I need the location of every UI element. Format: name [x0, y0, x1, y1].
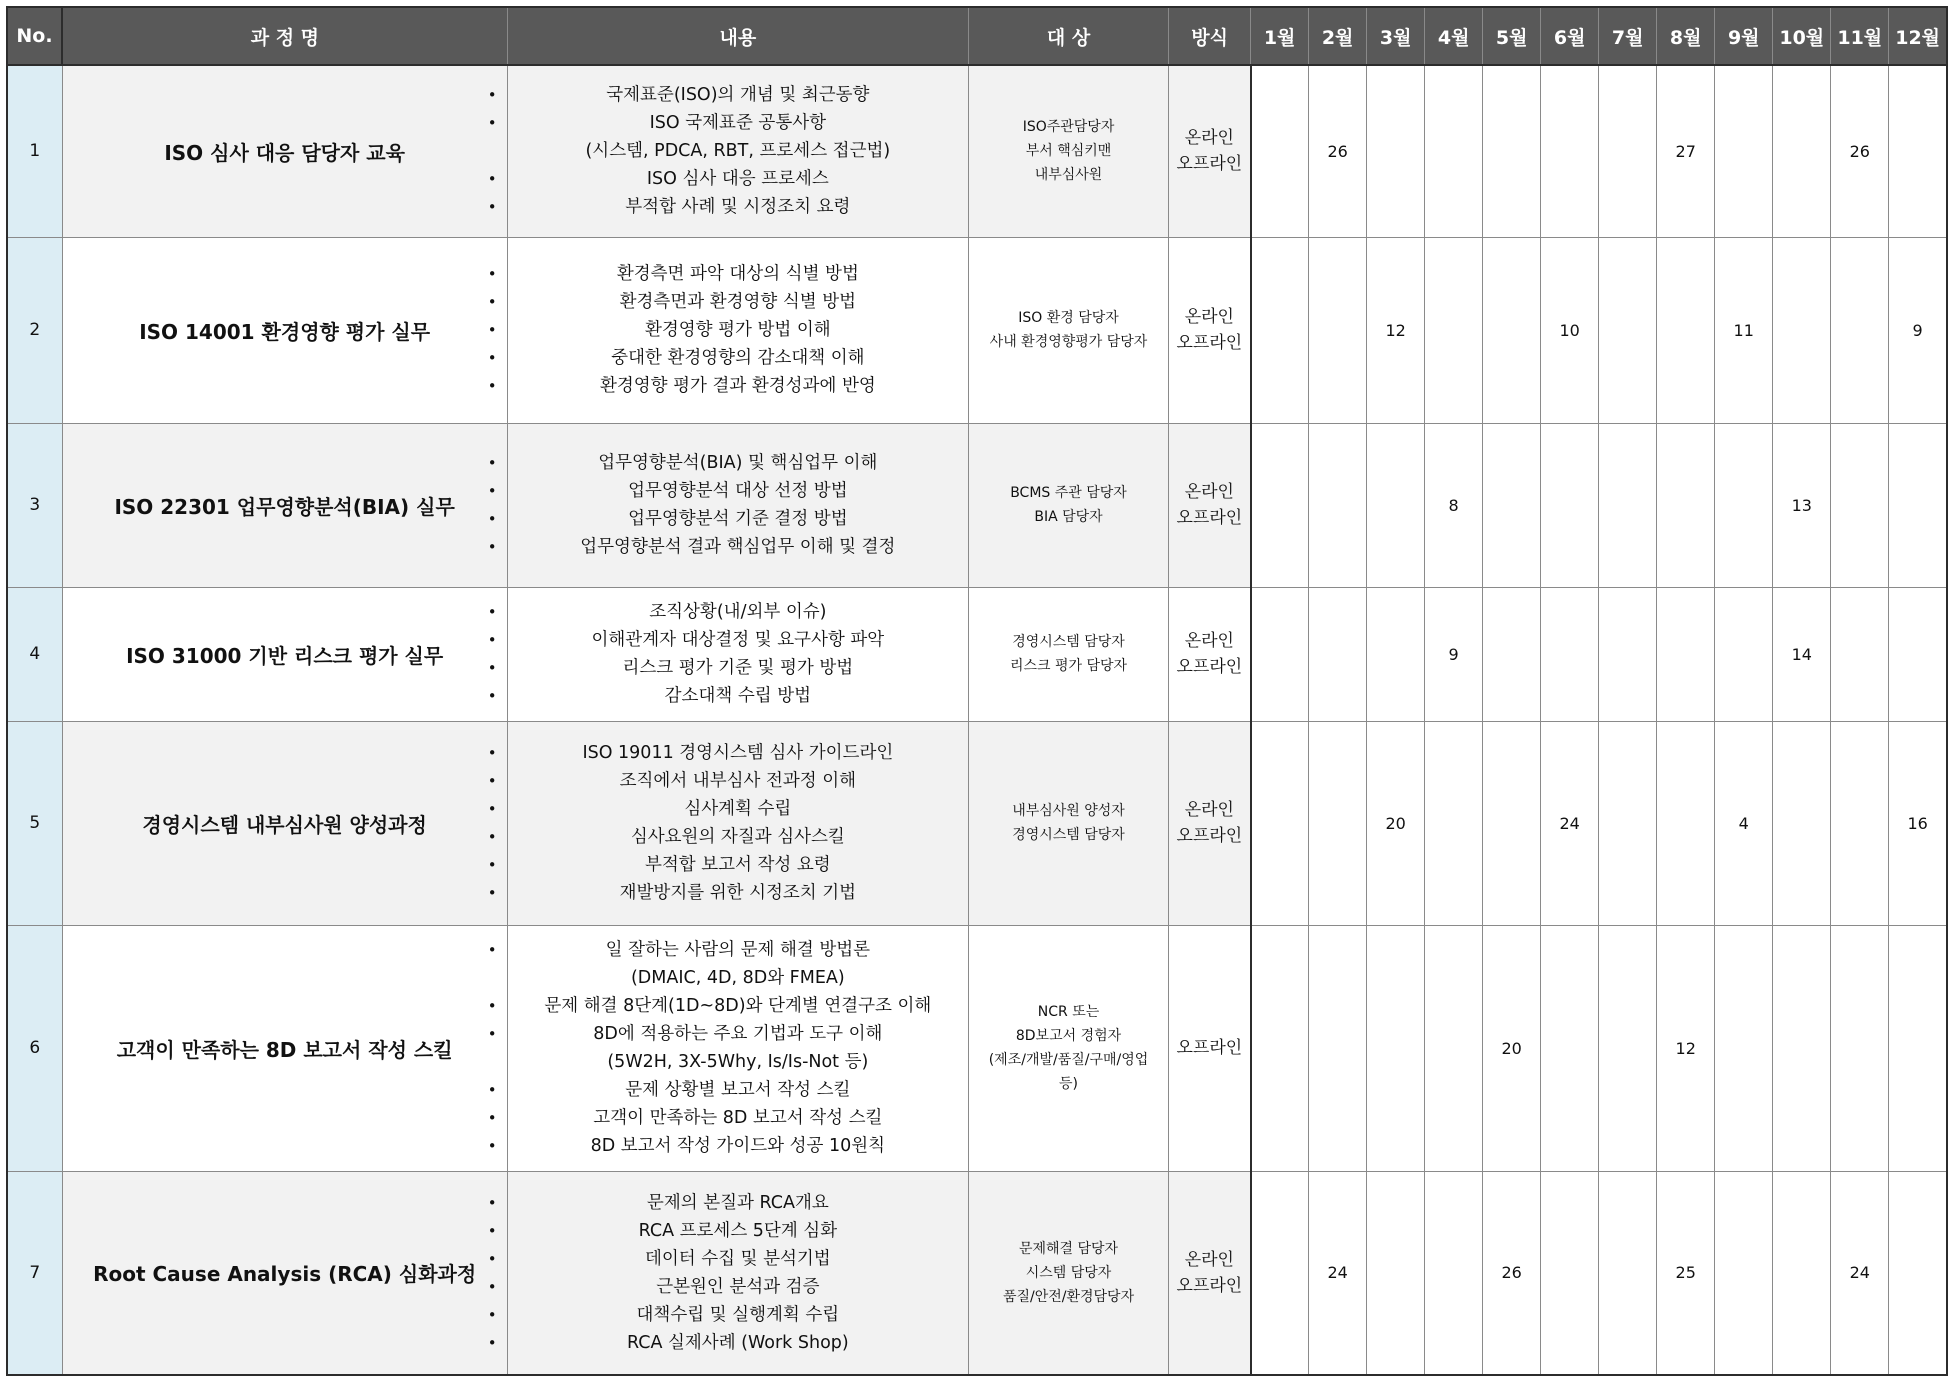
list-item: • 감소대책 수립 방법 [487, 686, 812, 706]
content-text: RCA 실제사례 (Work Shop) [626, 1332, 849, 1353]
content-text: 업무영향분석 대상 선정 방법 [628, 481, 848, 501]
header-month: 11월 [1831, 7, 1889, 65]
list-item: • 데이터 수집 및 분석기법 [487, 1248, 831, 1269]
table-row [7, 65, 1947, 237]
content-list [487, 81, 968, 221]
row-number: 5 [7, 721, 62, 925]
month-cell: 10 [1541, 237, 1599, 423]
list-item: • 국제표준(ISO)의 개념 및 최근동향 [487, 85, 870, 106]
course-method [1169, 423, 1251, 587]
content-text: 8D에 적용하는 주요 기법과 도구 이해 [593, 1024, 883, 1044]
course-target [968, 1171, 1168, 1375]
month-cell: 16 [1889, 721, 1947, 925]
month-cell [1251, 423, 1309, 587]
content-text: 조직상황(내/외부 이슈) [649, 602, 827, 622]
content-text: 감소대책 수립 방법 [664, 686, 812, 706]
method-line: 오프라인 [1176, 1038, 1243, 1058]
month-cell: 27 [1657, 65, 1715, 237]
month-cell [1251, 65, 1309, 237]
month-cell [1715, 65, 1773, 237]
list-item: • 업무영향분석(BIA) 및 핵심업무 이해 [487, 453, 878, 473]
month-cell [1831, 925, 1889, 1171]
course-title: ISO 심사 대응 담당자 교육 [62, 65, 507, 237]
method-line: 오프라인 [1176, 333, 1243, 353]
list-item [508, 137, 968, 165]
target-line: 내부심사원 양성자 [1012, 803, 1125, 819]
list-item: • 업무영향분석 기준 결정 방법 [487, 509, 848, 529]
content-text: (시스템, PDCA, RBT, 프로세스 접근법) [585, 141, 891, 162]
list-item: • 환경영향 평가 결과 환경성과에 반영 [487, 376, 876, 396]
table-row [7, 925, 1947, 1171]
month-cell [1599, 65, 1657, 237]
content-text: 일 잘하는 사람의 문제 해결 방법론 [605, 940, 871, 960]
list-item: • 8D 보고서 작성 가이드와 성공 10원칙 [487, 1136, 886, 1156]
month-cell [1541, 65, 1599, 237]
list-item: • RCA 실제사례 (Work Shop) [487, 1332, 849, 1353]
month-cell: 25 [1657, 1171, 1715, 1375]
header-month: 8월 [1657, 7, 1715, 65]
month-cell [1367, 65, 1425, 237]
list-item: • 심사요원의 자질과 심사스킬 [487, 827, 845, 847]
content-text: 리스크 평가 기준 및 평가 방법 [622, 658, 854, 678]
month-cell [1831, 721, 1889, 925]
list-item: • 조직상황(내/외부 이슈) [487, 602, 827, 622]
table-body [7, 65, 1947, 1375]
row-number: 7 [7, 1171, 62, 1375]
list-item: • 일 잘하는 사람의 문제 해결 방법론 [487, 940, 871, 960]
course-target [968, 423, 1168, 587]
month-cell: 24 [1309, 1171, 1367, 1375]
month-cell: 11 [1715, 237, 1773, 423]
month-cell: 9 [1889, 237, 1947, 423]
method-line: 온라인 [1184, 307, 1234, 327]
month-cell [1367, 925, 1425, 1171]
month-cell: 26 [1483, 1171, 1541, 1375]
month-cell [1715, 1171, 1773, 1375]
header-month: 12월 [1889, 7, 1947, 65]
month-cell [1483, 721, 1541, 925]
month-cell [1541, 587, 1599, 721]
month-cell: 12 [1657, 925, 1715, 1171]
list-item: • 조직에서 내부심사 전과정 이해 [487, 771, 857, 791]
method-line: 온라인 [1184, 482, 1234, 502]
row-number: 6 [7, 925, 62, 1171]
content-text: 문제 해결 8단계(1D~8D)와 단계별 연결구조 이해 [544, 996, 932, 1016]
content-list [487, 260, 968, 400]
month-cell [1541, 1171, 1599, 1375]
header-month: 4월 [1425, 7, 1483, 65]
month-cell: 24 [1541, 721, 1599, 925]
list-item: • 중대한 환경영향의 감소대책 이해 [487, 348, 865, 368]
table-row [7, 1171, 1947, 1375]
course-target [968, 237, 1168, 423]
list-item: • 대책수립 및 실행계획 수립 [487, 1304, 840, 1325]
month-cell [1309, 721, 1367, 925]
course-title: 고객이 만족하는 8D 보고서 작성 스킬 [62, 925, 507, 1171]
header-course-title: 과 정 명 [62, 7, 507, 65]
month-cell [1831, 423, 1889, 587]
method-line: 온라인 [1184, 128, 1234, 149]
month-cell: 13 [1773, 423, 1831, 587]
month-cell [1251, 1171, 1309, 1375]
list-item: • 이해관계자 대상결정 및 요구사항 파악 [487, 630, 885, 650]
method-line: 오프라인 [1176, 154, 1243, 175]
list-item: • 문제의 본질과 RCA개요 [487, 1192, 829, 1213]
content-text: 국제표준(ISO)의 개념 및 최근동향 [606, 85, 870, 106]
list-item [508, 964, 968, 992]
month-cell [1657, 721, 1715, 925]
month-cell [1599, 925, 1657, 1171]
list-item: • ISO 국제표준 공통사항 [487, 113, 827, 134]
header-content: 내용 [507, 7, 968, 65]
content-text: 심사계획 수립 [684, 799, 792, 819]
month-cell: 9 [1425, 587, 1483, 721]
content-text: 부적합 사례 및 시정조치 요령 [625, 197, 851, 218]
list-item: • 부적합 보고서 작성 요령 [487, 855, 831, 875]
content-text: 대책수립 및 실행계획 수립 [636, 1304, 840, 1325]
month-cell: 20 [1367, 721, 1425, 925]
content-text: ISO 국제표준 공통사항 [649, 113, 827, 134]
month-cell [1541, 925, 1599, 1171]
content-text: ISO 19011 경영시스템 심사 가이드라인 [582, 743, 894, 763]
month-cell: 26 [1309, 65, 1367, 237]
header-method: 방식 [1169, 7, 1251, 65]
course-schedule-table [6, 6, 1948, 1376]
month-cell [1889, 423, 1947, 587]
month-cell [1599, 1171, 1657, 1375]
target-line: 품질/안전/환경담당자 [1002, 1288, 1135, 1305]
method-line: 오프라인 [1176, 826, 1243, 846]
method-line: 온라인 [1184, 800, 1234, 820]
content-text: 데이터 수집 및 분석기법 [644, 1248, 831, 1269]
list-item: • 문제 해결 8단계(1D~8D)와 단계별 연결구조 이해 [487, 996, 932, 1016]
content-text: 업무영향분석 기준 결정 방법 [628, 509, 848, 529]
month-cell: 12 [1367, 237, 1425, 423]
month-cell [1483, 65, 1541, 237]
course-title: ISO 31000 기반 리스크 평가 실무 [62, 587, 507, 721]
course-title: 경영시스템 내부심사원 양성과정 [62, 721, 507, 925]
month-cell [1425, 65, 1483, 237]
table-row [7, 721, 1947, 925]
header-month: 1월 [1251, 7, 1309, 65]
method-line: 온라인 [1184, 1249, 1234, 1270]
course-method [1169, 721, 1251, 925]
course-method [1169, 587, 1251, 721]
content-text: 재발방지를 위한 시정조치 기법 [619, 883, 857, 903]
month-cell: 8 [1425, 423, 1483, 587]
month-cell [1483, 237, 1541, 423]
month-cell [1599, 721, 1657, 925]
list-item: • 심사계획 수립 [487, 799, 792, 819]
month-cell [1425, 925, 1483, 1171]
header-no: No. [7, 7, 62, 65]
row-number: 2 [7, 237, 62, 423]
content-list [487, 1189, 968, 1357]
header-month: 7월 [1599, 7, 1657, 65]
month-cell [1657, 587, 1715, 721]
course-content [487, 925, 968, 1171]
month-cell [1483, 587, 1541, 721]
month-cell [1715, 587, 1773, 721]
content-text: 고객이 만족하는 8D 보고서 작성 스킬 [593, 1108, 883, 1128]
header-month: 2월 [1309, 7, 1367, 65]
month-cell [1715, 423, 1773, 587]
list-item: • 고객이 만족하는 8D 보고서 작성 스킬 [487, 1108, 883, 1128]
course-target [968, 65, 1168, 237]
month-cell [1657, 423, 1715, 587]
month-cell [1831, 237, 1889, 423]
course-content [487, 721, 968, 925]
header-month: 5월 [1483, 7, 1541, 65]
target-line: 부서 핵심키맨 [1025, 143, 1112, 160]
month-cell [1367, 587, 1425, 721]
month-cell [1773, 237, 1831, 423]
content-text: 8D 보고서 작성 가이드와 성공 10원칙 [590, 1136, 886, 1156]
content-text: 환경측면과 환경영향 식별 방법 [619, 292, 857, 312]
content-text: ISO 심사 대응 프로세스 [646, 169, 829, 190]
list-item: • 환경영향 평가 방법 이해 [487, 320, 831, 340]
list-item: • 업무영향분석 결과 핵심업무 이해 및 결정 [487, 537, 896, 557]
month-cell [1657, 237, 1715, 423]
content-text: 환경영향 평가 방법 이해 [644, 320, 831, 340]
target-line: 리스크 평가 담당자 [1009, 658, 1128, 674]
course-title: Root Cause Analysis (RCA) 심화과정 [62, 1171, 507, 1375]
list-item [508, 1048, 968, 1076]
course-content [487, 237, 968, 423]
course-method [1169, 925, 1251, 1171]
header-month: 6월 [1541, 7, 1599, 65]
course-content [487, 65, 968, 237]
content-text: 근본원인 분석과 검증 [656, 1276, 820, 1297]
target-line: 문제해결 담당자 [1018, 1240, 1119, 1257]
course-method [1169, 65, 1251, 237]
list-item: • ISO 심사 대응 프로세스 [487, 169, 829, 190]
target-line: 경영시스템 담당자 [1012, 827, 1125, 843]
target-line: BIA 담당자 [1034, 509, 1103, 525]
list-item: • RCA 프로세스 5단계 심화 [487, 1220, 838, 1241]
month-cell [1251, 587, 1309, 721]
target-line: 시스템 담당자 [1025, 1264, 1112, 1281]
month-cell [1425, 721, 1483, 925]
row-number: 3 [7, 423, 62, 587]
list-item: • 8D에 적용하는 주요 기법과 도구 이해 [487, 1024, 883, 1044]
month-cell [1773, 721, 1831, 925]
month-cell: 4 [1715, 721, 1773, 925]
course-method [1169, 237, 1251, 423]
table-row [7, 237, 1947, 423]
month-cell [1889, 1171, 1947, 1375]
target-line: 경영시스템 담당자 [1012, 634, 1125, 650]
month-cell [1889, 925, 1947, 1171]
month-cell [1251, 237, 1309, 423]
row-number: 4 [7, 587, 62, 721]
month-cell [1309, 925, 1367, 1171]
content-text: (DMAIC, 4D, 8D와 FMEA) [630, 968, 845, 988]
month-cell: 24 [1831, 1171, 1889, 1375]
course-title: ISO 14001 환경영향 평가 실무 [62, 237, 507, 423]
month-cell [1715, 925, 1773, 1171]
list-item: • 리스크 평가 기준 및 평가 방법 [487, 658, 854, 678]
course-method [1169, 1171, 1251, 1375]
target-line: 사내 환경영향평가 담당자 [989, 334, 1148, 350]
month-cell [1367, 423, 1425, 587]
month-cell [1773, 65, 1831, 237]
list-item: • 근본원인 분석과 검증 [487, 1276, 820, 1297]
content-text: 환경측면 파악 대상의 식별 방법 [616, 264, 859, 284]
month-cell [1309, 423, 1367, 587]
course-content [487, 587, 968, 721]
content-text: 부적합 보고서 작성 요령 [644, 855, 831, 875]
content-text: 문제의 본질과 RCA개요 [646, 1192, 829, 1213]
month-cell [1541, 423, 1599, 587]
header-month: 9월 [1715, 7, 1773, 65]
target-line: ISO 환경 담당자 [1018, 310, 1119, 326]
list-item: • 부적합 사례 및 시정조치 요령 [487, 197, 851, 218]
list-item: • ISO 19011 경영시스템 심사 가이드라인 [487, 743, 894, 763]
month-cell [1599, 423, 1657, 587]
table-header-row [7, 7, 1947, 65]
content-list [487, 739, 968, 907]
content-text: 환경영향 평가 결과 환경성과에 반영 [599, 376, 876, 396]
month-cell [1889, 587, 1947, 721]
month-cell [1773, 925, 1831, 1171]
month-cell [1425, 237, 1483, 423]
list-item: • 재발방지를 위한 시정조치 기법 [487, 883, 857, 903]
target-line: 내부심사원 [1034, 167, 1103, 184]
list-item: • 문제 상황별 보고서 작성 스킬 [487, 1080, 851, 1100]
table-row [7, 587, 1947, 721]
content-text: 중대한 환경영향의 감소대책 이해 [611, 348, 865, 368]
row-number: 1 [7, 65, 62, 237]
month-cell [1599, 587, 1657, 721]
course-target [968, 925, 1168, 1171]
list-item: • 환경측면과 환경영향 식별 방법 [487, 292, 857, 312]
month-cell [1309, 237, 1367, 423]
content-list [487, 449, 968, 561]
header-month: 3월 [1367, 7, 1425, 65]
content-text: (5W2H, 3X-5Why, Is/Is-Not 등) [607, 1052, 869, 1072]
month-cell [1425, 1171, 1483, 1375]
month-cell [1483, 423, 1541, 587]
course-title: ISO 22301 업무영향분석(BIA) 실무 [62, 423, 507, 587]
header-target: 대 상 [968, 7, 1168, 65]
schedule-table-wrapper [6, 6, 1948, 1376]
target-line: 8D보고서 경험자 [1015, 1028, 1122, 1044]
target-line: (제조/개발/품질/구매/영업 [988, 1052, 1149, 1068]
course-content [487, 423, 968, 587]
content-text: 심사요원의 자질과 심사스킬 [630, 827, 845, 847]
method-line: 오프라인 [1176, 657, 1243, 677]
content-text: RCA 프로세스 5단계 심화 [638, 1220, 838, 1241]
month-cell [1889, 65, 1947, 237]
target-line: ISO주관담당자 [1022, 119, 1115, 136]
header-month: 10월 [1773, 7, 1831, 65]
content-text: 이해관계자 대상결정 및 요구사항 파악 [591, 630, 885, 650]
list-item: • 업무영향분석 대상 선정 방법 [487, 481, 848, 501]
month-cell [1251, 925, 1309, 1171]
target-line: 등) [1059, 1076, 1079, 1092]
target-line: BCMS 주관 담당자 [1010, 485, 1127, 501]
method-line: 오프라인 [1176, 508, 1243, 528]
course-target [968, 721, 1168, 925]
content-list [487, 598, 968, 710]
month-cell [1599, 237, 1657, 423]
table-row [7, 423, 1947, 587]
course-target [968, 587, 1168, 721]
month-cell [1309, 587, 1367, 721]
month-cell: 14 [1773, 587, 1831, 721]
list-item: • 환경측면 파악 대상의 식별 방법 [487, 264, 859, 284]
content-text: 업무영향분석 결과 핵심업무 이해 및 결정 [580, 537, 896, 557]
course-content [487, 1171, 968, 1375]
month-cell [1773, 1171, 1831, 1375]
content-text: 업무영향분석(BIA) 및 핵심업무 이해 [598, 453, 878, 473]
content-text: 조직에서 내부심사 전과정 이해 [619, 771, 857, 791]
method-line: 온라인 [1184, 631, 1234, 651]
content-text: 문제 상황별 보고서 작성 스킬 [625, 1080, 851, 1100]
month-cell [1831, 587, 1889, 721]
month-cell [1251, 721, 1309, 925]
method-line: 오프라인 [1176, 1275, 1243, 1296]
content-list [487, 936, 968, 1160]
target-line: NCR 또는 [1037, 1004, 1100, 1020]
month-cell: 20 [1483, 925, 1541, 1171]
month-cell: 26 [1831, 65, 1889, 237]
month-cell [1367, 1171, 1425, 1375]
